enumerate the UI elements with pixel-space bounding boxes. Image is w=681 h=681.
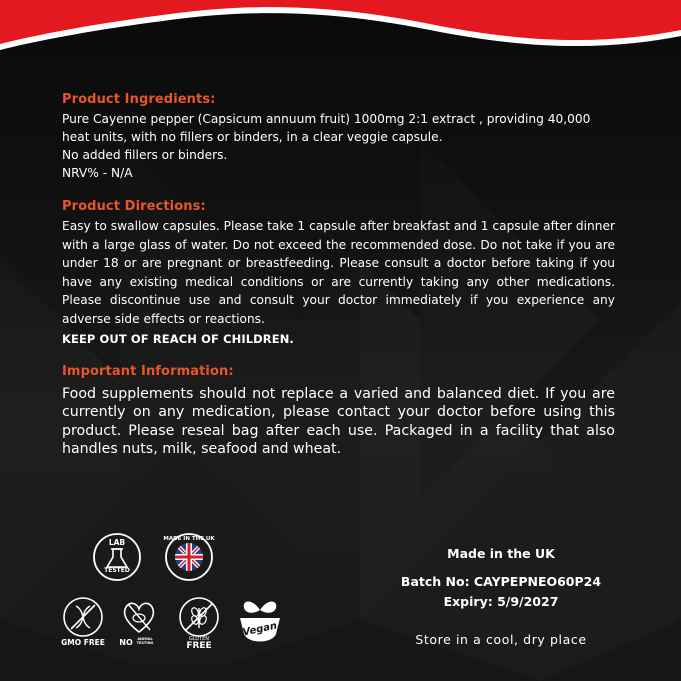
gluten-free-big-text: FREE <box>186 641 212 651</box>
ingredients-line-4: NRV% - N/A <box>62 166 133 180</box>
gmo-free-icon <box>62 596 104 638</box>
no-animal-testing-main-text: NO <box>119 638 133 647</box>
lab-badge-top-text: LAB <box>108 538 126 547</box>
ingredients-line-3: No added fillers or binders. <box>62 148 228 162</box>
vegan-text: Vegan <box>241 620 279 639</box>
lab-badge-bottom-text: TESTED <box>104 567 130 574</box>
top-red-wave <box>0 0 681 60</box>
expiry-date: Expiry: 5/9/2027 <box>443 594 559 609</box>
gmo-free-text: GMO FREE <box>61 638 105 647</box>
keep-out-of-reach-warning: KEEP OUT OF REACH OF CHILDREN. <box>62 332 294 346</box>
directions-heading: Product Directions: <box>62 199 206 214</box>
ingredients-heading: Product Ingredients: <box>62 92 216 107</box>
no-animal-testing-icon <box>118 596 160 638</box>
uk-badge-ring-text: MADE IN THE UK <box>163 536 215 542</box>
important-info-heading: Important Information: <box>62 364 234 379</box>
gluten-free-small-text: GLUTEN <box>188 636 210 642</box>
made-in-uk-text: Made in the UK <box>447 546 555 561</box>
storage-instructions: Store in a cool, dry place <box>415 632 587 647</box>
batch-number: Batch No: CAYPEPNEO60P24 <box>400 574 602 589</box>
no-animal-testing-small-text: ANIMAL TESTING <box>136 637 154 645</box>
important-info-text: Food supplements should not replace a varied and balanced diet. If you are currently on any medication, please contact your doctor before using this product. Please reseal bag after each use. Packaged in a facility that also handles nuts, milk, seafood and wheat. <box>62 386 615 457</box>
ingredients-line-2: heat units, with no fillers or binders, in a clear veggie capsule. <box>62 130 443 144</box>
directions-text: Easy to swallow capsules. Please take 1 capsule after breakfast and 1 capsule after dinner with a large glass of water. Do not exceed the recommended dose. Do not take if you are under 18 or are pregnant or breastfeeding. Please consult a doctor before taking if you have any existing medical conditions or are currently taking any other medications. Please discontinue use and consult your doctor immediately if you experience any adverse side effects or reactions. <box>62 219 615 326</box>
gluten-free-icon <box>178 596 220 638</box>
ingredients-line-1: Pure Cayenne pepper (Capsicum annuum fruit) 1000mg 2:1 extract , providing 40,000 <box>62 112 591 126</box>
